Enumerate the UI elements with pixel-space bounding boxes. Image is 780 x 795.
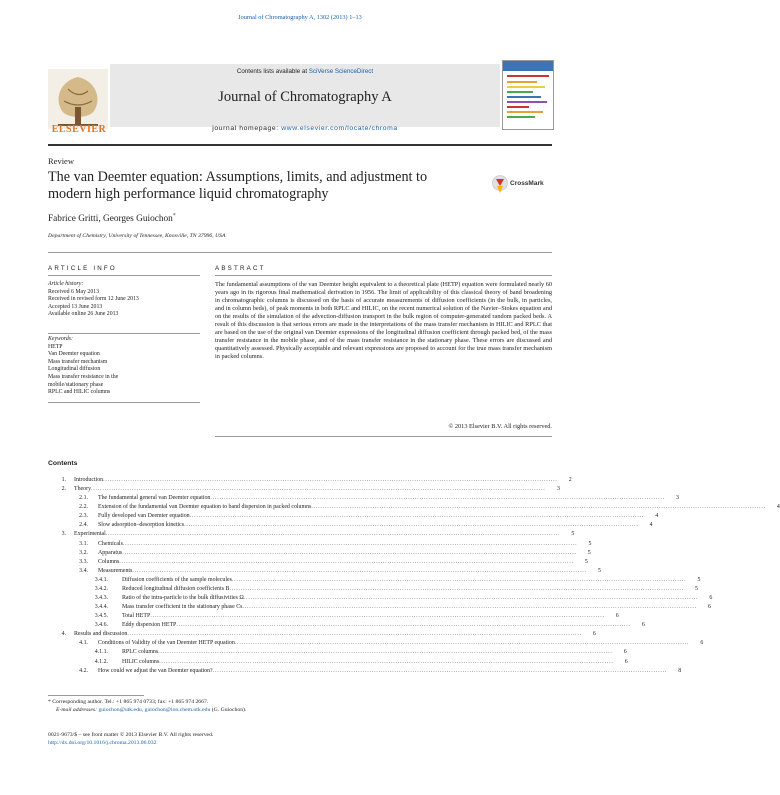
toc-leader-dots: ........................................................................................................................................................................................................ xyxy=(103,477,558,483)
toc-entry[interactable] xyxy=(48,667,682,676)
toc-leader-dots: ........................................................................................................................................................................................................ xyxy=(231,576,687,583)
toc-entry-number: 2. xyxy=(61,486,66,493)
crossmark-badge[interactable] xyxy=(492,175,562,195)
toc-entry-title: Apparatus xyxy=(98,549,123,556)
keyword-item: Longitudinal diffusion xyxy=(48,366,101,373)
toc-entry-number: 4.1.2. xyxy=(94,658,108,665)
homepage-link[interactable]: www.elsevier.com/locate/chroma xyxy=(281,125,398,132)
toc-leader-dots: ........................................................................................................................................................................................................ xyxy=(176,622,631,629)
toc-entry-title: Slow adsorption–desorption kinetics xyxy=(98,522,185,529)
abstract-text: The fundamental assumptions of the van Deemter height equivalent to a theoretical plate (HETP) equation were formulated nearly 60 years ago in its rigorous final mathematical derivation in 1956. The limit of applicability of this classical theory of band broadening in chromatographic columns is discussed on the basis of accurate measurements of diffusion coefficients (in the bulk, in particles, and in column beds), of peak moments in both RPLC and HILIC, on the recent numerical solution of the Navier–Stokes equation and on the results of the simulation of the advection-diffusion transport in the bulk region of computer-generated random packed beds. A result of this discussion is that serious errors are made in the interpretations of the mass transfer mechanism in HILIC and RPLC that are based on the use of the original van Deemter expressions of the longitudinal diffusion coefficient through packed bed, of the mass transfer resistance in the mobile phase, and of the mass transfer resistance in the stationary phase. These errors are discussed and quantitatively assessed. Physically acceptable and relevant expressions are proposed to account for the true mass transfer mechanism in packed columns. xyxy=(215,281,552,361)
toc-entry[interactable] xyxy=(48,567,601,576)
footnotes xyxy=(48,699,552,714)
elsevier-wordmark: ELSEVIER xyxy=(51,124,107,135)
keyword-item: Mass transfer mechanism xyxy=(48,358,108,365)
toc-entry-number: 2.1. xyxy=(79,495,88,502)
keywords xyxy=(48,336,198,397)
homepage-prefix: journal homepage: xyxy=(212,125,282,132)
toc-leader-dots: ........................................................................................................................................................................................................ xyxy=(234,640,690,647)
toc-entry-title: Extension of the fundamental van Deemter equation to band dispersion in packed columns xyxy=(98,504,312,511)
toc-leader-dots: ........................................................................................................................................................................................................ xyxy=(229,585,684,592)
toc-entry[interactable] xyxy=(48,558,588,567)
toc-entry[interactable] xyxy=(48,658,628,667)
toc-entry-page: 5 xyxy=(697,576,701,583)
toc-entry[interactable] xyxy=(48,585,698,594)
email-suffix: (G. Guiochon). xyxy=(210,706,247,713)
article-title: The van Deemter equation: Assumptions, limits, and adjustment to modern high performance liquid chromatography xyxy=(48,169,428,202)
toc-leader-dots: ........................................................................................................................................................................................................ xyxy=(242,604,697,611)
doi-link[interactable]: http://dx.doi.org/10.1016/j.chroma.2013.06.032 xyxy=(48,739,157,746)
sciencedirect-link[interactable]: SciVerse ScienceDirect xyxy=(308,68,374,75)
email-links[interactable]: guiochon@utk.edu, guiochon@ion.chem.utk.edu xyxy=(98,706,211,713)
corresponding-author-note: * Corresponding author. Tel.: +1 865 974 0733; fax: +1 865 974 2667. xyxy=(48,699,209,705)
toc-entry-title: Measurements xyxy=(98,567,133,574)
toc-entry-title: Eddy dispersion HETP xyxy=(122,622,177,629)
history-item: Available online 26 June 2013 xyxy=(48,311,119,318)
toc-entry-number: 3.4.1. xyxy=(94,576,108,583)
toc-entry-page: 3 xyxy=(675,495,679,502)
toc-entry[interactable] xyxy=(48,648,627,657)
toc-entry-title: Diffusion coefficients of the sample molecules xyxy=(122,576,232,583)
toc-entry[interactable] xyxy=(48,521,653,530)
toc-leader-dots: ........................................................................................................................................................................................................ xyxy=(119,558,574,565)
toc-entry[interactable] xyxy=(48,594,713,603)
toc-entry-title: Results and discussion xyxy=(74,631,128,638)
toc-entry-title: Ratio of the intra-particle to the bulk diffusivities Ω xyxy=(122,595,244,602)
toc-entry-page: 4 xyxy=(776,504,780,511)
toc-entry-title: Fully developed van Deemter equation xyxy=(98,513,190,520)
table-of-contents xyxy=(48,476,780,676)
keywords-label: Keywords: xyxy=(48,336,73,342)
bottom-info xyxy=(48,732,552,747)
toc-entry-number: 2.4. xyxy=(79,522,88,529)
toc-entry-title: Theory xyxy=(74,486,92,493)
toc-leader-dots: ........................................................................................................................................................................................................ xyxy=(158,649,613,656)
toc-entry[interactable] xyxy=(48,612,619,621)
toc-entry-number: 4.1. xyxy=(79,640,88,647)
email-note xyxy=(48,707,552,715)
contents-title: Contents xyxy=(48,460,78,467)
toc-entry-number: 3.4.6. xyxy=(94,622,108,629)
toc-leader-dots: ........................................................................................................................................................................................................ xyxy=(127,631,582,638)
keyword-item: HETP xyxy=(48,343,63,350)
authors xyxy=(48,213,176,224)
toc-leader-dots: ........................................................................................................................................................................................................ xyxy=(212,667,668,674)
toc-entry[interactable] xyxy=(48,549,591,558)
journal-cover-thumbnail-icon xyxy=(502,60,554,130)
toc-leader-dots: ........................................................................................................................................................................................................ xyxy=(105,531,561,538)
toc-entry-number: 4.2. xyxy=(79,667,88,674)
toc-entry-page: 5 xyxy=(584,558,588,565)
toc-entry-title: Columns xyxy=(98,558,120,565)
toc-leader-dots: ........................................................................................................................................................................................................ xyxy=(243,595,699,602)
article-info-rule xyxy=(48,275,200,276)
toc-leader-dots: ........................................................................................................................................................................................................ xyxy=(122,549,577,556)
toc-entry-page: 6 xyxy=(700,640,704,647)
toc-entry-number: 2.2. xyxy=(79,504,88,511)
toc-entry-page: 6 xyxy=(708,604,711,611)
toc-leader-dots: ........................................................................................................................................................................................................ xyxy=(91,486,546,493)
toc-entry-page: 5 xyxy=(597,567,601,574)
toc-entry-title: Chemicals xyxy=(98,540,123,547)
toc-entry-page: 6 xyxy=(592,631,596,638)
toc-entry-number: 3.2. xyxy=(79,549,88,556)
toc-leader-dots: ........................................................................................................................................................................................................ xyxy=(311,504,766,511)
footnote-rule xyxy=(48,695,144,696)
contents-prefix: Contents lists available at xyxy=(236,68,309,75)
toc-entry-title: Reduced longitudinal diffusion coefficients B xyxy=(122,585,230,592)
toc-entry-number: 2.3. xyxy=(79,513,88,520)
history-label: Article history: xyxy=(48,281,84,287)
toc-entry-number: 3.4.5. xyxy=(94,613,108,620)
toc-entry-title: The fundamental general van Deemter equation xyxy=(98,495,211,502)
affiliation: Department of Chemistry, University of Tennessee, Knoxville, TN 37996, USA xyxy=(48,233,226,239)
toc-entry-page: 6 xyxy=(709,595,713,602)
toc-entry-title: Conditions of Validity of the van Deemter HETP equation xyxy=(98,640,235,647)
article-type: Review xyxy=(48,156,74,166)
toc-leader-dots: ........................................................................................................................................................................................................ xyxy=(132,567,587,574)
toc-entry-title: Mass transfer coefficient in the stationary phase Cs xyxy=(122,604,243,611)
issn-line: 0021-9673/$ – see front matter © 2013 Elsevier B.V. All rights reserved. xyxy=(48,732,214,738)
toc-entry[interactable] xyxy=(48,621,645,630)
author-names: Fabrice Gritti, Georges Guiochon xyxy=(48,214,173,225)
toc-entry-number: 3.4.2. xyxy=(94,585,108,592)
toc-entry-page: 6 xyxy=(641,622,645,629)
toc-entry-title: HILIC columns xyxy=(122,658,160,665)
toc-entry[interactable] xyxy=(48,540,592,549)
toc-entry-page: 4 xyxy=(649,522,653,529)
toc-entry[interactable] xyxy=(48,476,572,485)
history-item: Received in revised form 12 June 2013 xyxy=(48,296,139,303)
toc-entry-number: 3.1. xyxy=(79,540,88,547)
history-rule xyxy=(48,333,200,334)
toc-entry-page: 6 xyxy=(623,649,627,656)
email-label: E-mail addresses: xyxy=(56,706,99,713)
article-history xyxy=(48,281,198,319)
toc-entry-number: 3.4.3. xyxy=(94,595,108,602)
affiliation-rule xyxy=(48,252,552,253)
toc-entry[interactable] xyxy=(48,485,560,494)
keyword-item: mobile/stationary phase xyxy=(48,381,104,388)
keyword-item: Mass transfer resistance in the xyxy=(48,373,119,380)
toc-entry[interactable] xyxy=(48,494,679,503)
toc-entry[interactable] xyxy=(48,639,704,648)
toc-leader-dots: ........................................................................................................................................................................................................ xyxy=(189,513,645,520)
toc-entry-page: 8 xyxy=(678,667,682,674)
toc-entry-page: 4 xyxy=(655,513,659,520)
toc-entry-page: 2 xyxy=(568,477,572,483)
header-rule xyxy=(48,144,552,146)
toc-entry-page: 6 xyxy=(615,613,619,620)
toc-entry-number: 4. xyxy=(61,631,66,638)
toc-entry-number: 4.1.1. xyxy=(94,649,108,656)
toc-entry-page: 5 xyxy=(695,585,698,592)
abstract-rule xyxy=(215,275,552,276)
crossmark-label: CrossMark xyxy=(510,180,544,187)
toc-entry-title: RPLC columns xyxy=(122,649,159,656)
toc-entry[interactable] xyxy=(48,503,780,512)
keyword-item: Van Deemter equation xyxy=(48,351,100,358)
history-item: Received 6 May 2013 xyxy=(48,288,100,295)
toc-entry[interactable] xyxy=(48,530,575,539)
toc-entry-number: 3.4.4. xyxy=(94,604,108,611)
history-item: Accepted 13 June 2013 xyxy=(48,303,103,310)
abstract-copyright: © 2013 Elsevier B.V. All rights reserved. xyxy=(448,423,552,430)
toc-entry-title: Experimental xyxy=(74,531,106,538)
toc-leader-dots: ........................................................................................................................................................................................................ xyxy=(159,658,614,665)
abstract-end-rule xyxy=(215,436,552,437)
journal-title: Journal of Chromatography A xyxy=(218,89,392,105)
corresponding-author-mark[interactable]: * xyxy=(172,213,176,219)
toc-entry[interactable] xyxy=(48,630,596,639)
toc-leader-dots: ........................................................................................................................................................................................................ xyxy=(210,495,665,502)
toc-leader-dots: ........................................................................................................................................................................................................ xyxy=(122,540,578,547)
abstract-heading: ABSTRACT xyxy=(215,265,266,272)
toc-entry-number: 3.3. xyxy=(79,558,88,565)
toc-entry-page: 5 xyxy=(571,531,575,538)
journal-homepage xyxy=(110,125,500,132)
toc-entry[interactable] xyxy=(48,512,659,521)
contents-availability xyxy=(110,68,500,75)
toc-entry-title: How could we adjust the van Deemter equation? xyxy=(98,667,213,674)
toc-entry-page: 3 xyxy=(557,486,560,493)
toc-entry-page: 5 xyxy=(588,540,592,547)
keyword-item: RPLC and HILIC columns xyxy=(48,389,111,396)
toc-entry-number: 3. xyxy=(61,531,66,538)
toc-entry[interactable] xyxy=(48,576,701,585)
toc-entry-number: 3.4. xyxy=(79,567,88,574)
toc-entry-title: Introduction xyxy=(74,477,104,483)
keywords-rule xyxy=(48,402,200,403)
toc-entry-title: Total HETP xyxy=(122,613,151,620)
crossmark-icon xyxy=(492,175,508,195)
article-info-heading: ARTICLE INFO xyxy=(48,265,117,272)
toc-leader-dots: ........................................................................................................................................................................................................ xyxy=(150,613,605,620)
toc-leader-dots: ........................................................................................................................................................................................................ xyxy=(184,522,639,529)
journal-reference[interactable]: Journal of Chromatography A, 1302 (2013) 1–13 xyxy=(238,14,362,21)
toc-entry[interactable] xyxy=(48,603,711,612)
toc-entry-page: 5 xyxy=(587,549,591,556)
toc-entry-number: 1. xyxy=(61,477,66,483)
toc-entry-page: 6 xyxy=(624,658,628,665)
